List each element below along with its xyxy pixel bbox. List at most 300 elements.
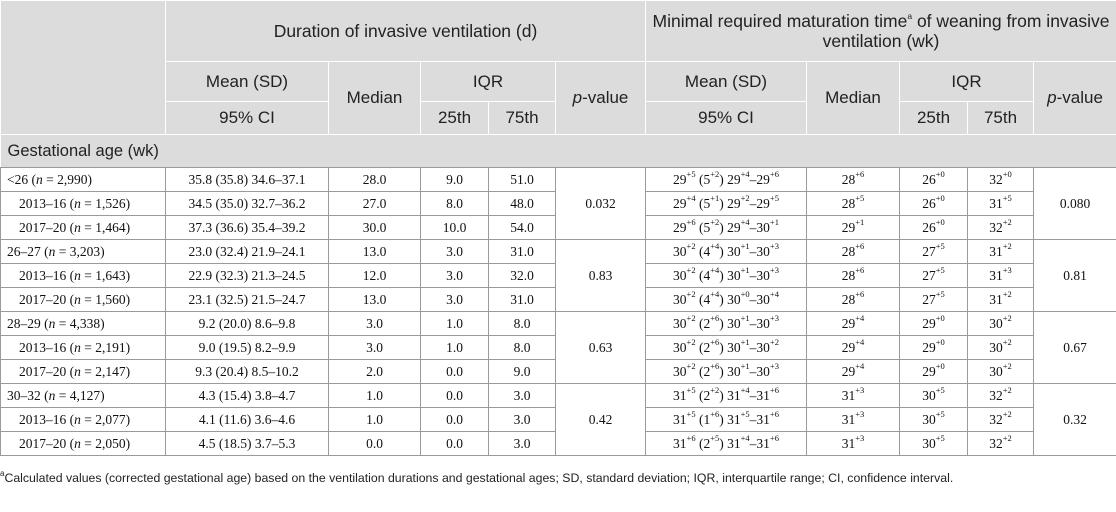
maturation-part-sup: +4 [740,169,750,179]
maturation-median-value: 31 [841,435,856,451]
maturation-part-value: 30 [756,339,770,355]
duration-q25-cell: 1.0 [421,312,489,336]
maturation-q75-cell [968,432,1034,456]
maturation-part-sup: +3 [769,241,779,251]
p-italic-2: p [1047,88,1057,107]
row-label-n: n [74,291,81,307]
row-label-post: = 2,191) [80,339,131,355]
row-label [1,192,166,216]
maturation-q75-cell [968,168,1034,192]
maturation-q25-cell [900,360,968,384]
maturation-part-value: 30 [727,339,741,355]
table-row [1,168,1116,192]
maturation-part-sep: ) [719,171,728,187]
maturation-part-sep: ) [719,219,728,235]
duration-median-cell: 1.0 [329,384,421,408]
maturation-part-value: 30 [727,243,741,259]
maturation-part-value: 31 [756,411,770,427]
maturation-median-value: 29 [841,219,856,235]
maturation-q75-value: 30 [989,363,1003,379]
maturation-q25-sup: +5 [935,241,945,251]
maturation-q25-cell [900,312,968,336]
maturation-median-sup: +6 [855,169,865,179]
maturation-part-sep: – [749,267,757,283]
row-label [1,336,166,360]
duration-median-cell: 0.0 [329,432,421,456]
maturation-median-value: 31 [841,411,856,427]
maturation-median-value: 28 [841,195,856,211]
maturation-part-sep: ( [695,243,704,259]
maturation-part-sup: +4 [740,433,750,443]
maturation-part-sup: +6 [710,361,720,371]
maturation-median-sup: +4 [855,361,865,371]
duration-q75-cell: 8.0 [489,312,556,336]
maturation-q25-value: 30 [922,387,936,403]
maturation-q75-cell [968,360,1034,384]
maturation-part-sup: +3 [769,313,779,323]
maturation-median-value: 28 [841,243,856,259]
p-rest-2: -value [1056,88,1103,107]
maturation-part-value: 30 [673,315,687,331]
maturation-part-value: 29 [673,219,687,235]
maturation-part-value: 31 [727,435,741,451]
maturation-p-value-cell: 0.32 [1034,384,1116,456]
col-mean-sd-2: Mean (SD) [646,62,807,102]
duration-mean-ci-cell: 9.3 (20.4) 8.5–10.2 [166,360,329,384]
maturation-q75-sup: +2 [1002,385,1012,395]
maturation-q25-cell [900,240,968,264]
maturation-part-sep: ( [695,339,704,355]
maturation-part-sup: +1 [740,241,750,251]
maturation-part-sup: +2 [710,169,720,179]
maturation-part-sup: +5 [686,409,696,419]
row-label-n: n [48,315,56,331]
duration-q75-cell: 31.0 [489,240,556,264]
maturation-part-sup: +1 [740,313,750,323]
col-q25-2: 25th [900,102,968,135]
maturation-median-cell [807,288,900,312]
footnote-text: Calculated values (corrected gestational age) based on the ventilation durations and gestational ages; SD, standard deviation; IQR, interquartile range; CI, confidence interval. [4,471,954,485]
duration-mean-ci-cell: 37.3 (36.6) 35.4–39.2 [166,216,329,240]
duration-median-cell: 27.0 [329,192,421,216]
maturation-part-sup: +5 [740,409,750,419]
maturation-part-sup: +0 [740,289,750,299]
row-label-pre: <26 ( [7,171,36,187]
maturation-part-value: 29 [673,171,687,187]
maturation-part-value: 4 [703,267,711,283]
maturation-median-sup: +3 [855,409,865,419]
maturation-q25-value: 26 [922,195,936,211]
maturation-q75-value: 31 [989,243,1003,259]
maturation-part-value: 5 [703,171,711,187]
duration-q75-cell: 31.0 [489,288,556,312]
row-label-post: = 2,077) [80,411,131,427]
maturation-q75-value: 32 [989,411,1003,427]
maturation-q75-sup: +2 [1002,409,1012,419]
maturation-part-sep: ) [719,339,728,355]
maturation-part-value: 2 [703,387,711,403]
maturation-part-sep: ( [695,363,704,379]
maturation-part-sep: ) [719,195,728,211]
duration-median-cell: 28.0 [329,168,421,192]
maturation-q75-sup: +2 [1002,241,1012,251]
maturation-part-value: 30 [727,315,741,331]
maturation-part-sep: – [749,363,757,379]
maturation-part-sup: +2 [740,193,750,203]
duration-p-value-cell: 0.83 [556,240,646,312]
maturation-part-sep: – [749,219,757,235]
maturation-part-sup: +2 [686,361,696,371]
maturation-q25-value: 26 [922,171,936,187]
row-label-post: = 1,560) [80,291,131,307]
maturation-part-sep: – [749,411,757,427]
duration-median-cell: 2.0 [329,360,421,384]
maturation-part-sep: ( [695,171,704,187]
duration-mean-ci-cell: 35.8 (35.8) 34.6–37.1 [166,168,329,192]
maturation-part-sep: ( [695,195,704,211]
maturation-p-value-cell: 0.67 [1034,312,1116,384]
row-label [1,264,166,288]
maturation-part-value: 30 [756,315,770,331]
row-label-post: = 1,464) [80,219,131,235]
maturation-part-sep: – [749,171,757,187]
col-q75: 75th [489,102,556,135]
duration-q75-cell: 32.0 [489,264,556,288]
maturation-q25-sup: +5 [935,289,945,299]
maturation-part-value: 30 [673,291,687,307]
row-label [1,240,166,264]
maturation-q25-cell [900,384,968,408]
col-p-value-2 [1034,62,1116,135]
maturation-part-sep: ( [695,267,704,283]
row-label [1,216,166,240]
maturation-part-value: 30 [756,363,770,379]
maturation-q75-cell [968,312,1034,336]
col-q75-2: 75th [968,102,1034,135]
maturation-median-value: 28 [841,171,856,187]
maturation-q25-value: 27 [922,243,936,259]
maturation-q25-value: 29 [922,363,936,379]
duration-mean-ci-cell: 4.1 (11.6) 3.6–4.6 [166,408,329,432]
duration-q75-cell: 9.0 [489,360,556,384]
maturation-mean-ci-cell [646,312,807,336]
duration-mean-ci-cell: 34.5 (35.0) 32.7–36.2 [166,192,329,216]
maturation-part-value: 5 [703,219,711,235]
row-label-n: n [74,435,81,451]
maturation-part-sup: +5 [769,193,779,203]
duration-q75-cell: 3.0 [489,432,556,456]
maturation-median-value: 29 [841,363,856,379]
maturation-median-cell [807,432,900,456]
maturation-mean-ci-cell [646,216,807,240]
maturation-part-value: 29 [727,171,741,187]
duration-q25-cell: 0.0 [421,408,489,432]
row-label-n: n [74,219,81,235]
maturation-median-value: 28 [841,291,856,307]
maturation-part-value: 30 [756,243,770,259]
maturation-q75-value: 30 [989,339,1003,355]
maturation-part-sep: ) [719,243,728,259]
maturation-q75-sup: +2 [1002,361,1012,371]
duration-mean-ci-cell: 23.0 (32.4) 21.9–24.1 [166,240,329,264]
duration-p-value-cell: 0.032 [556,168,646,240]
maturation-q25-sup: +0 [935,217,945,227]
maturation-q25-sup: +0 [935,313,945,323]
maturation-q75-value: 32 [989,387,1003,403]
maturation-q75-sup: +2 [1002,337,1012,347]
maturation-median-sup: +6 [855,241,865,251]
maturation-part-sup: +5 [686,385,696,395]
maturation-part-value: 30 [673,267,687,283]
col-q25: 25th [421,102,489,135]
maturation-mean-ci-cell [646,192,807,216]
maturation-header-pre: Minimal required maturation time [652,11,908,31]
row-label [1,312,166,336]
table-row [1,384,1116,408]
row-label [1,408,166,432]
row-label-pre: 2017–20 ( [19,435,75,451]
maturation-part-value: 2 [703,363,711,379]
duration-p-value-cell: 0.63 [556,312,646,384]
maturation-part-sup: +2 [686,241,696,251]
maturation-part-sep: ) [719,363,728,379]
maturation-median-cell [807,264,900,288]
maturation-mean-ci-cell [646,360,807,384]
maturation-part-sup: +2 [710,385,720,395]
row-label-pre: 2013–16 ( [19,195,75,211]
maturation-part-value: 30 [673,339,687,355]
duration-p-value-cell: 0.42 [556,384,646,456]
row-label-pre: 2017–20 ( [19,291,75,307]
duration-median-cell: 13.0 [329,288,421,312]
duration-q75-cell: 3.0 [489,408,556,432]
p-rest: -value [582,88,629,107]
maturation-part-sep: – [749,435,757,451]
duration-q25-cell: 0.0 [421,360,489,384]
maturation-q25-value: 29 [922,339,936,355]
maturation-part-sup: +4 [769,289,779,299]
maturation-part-sep: ) [719,387,728,403]
row-label-post: = 4,338) [55,315,105,331]
maturation-q25-sup: +0 [935,337,945,347]
row-label-n: n [74,339,81,355]
table-body [1,135,1116,456]
maturation-median-sup: +3 [855,385,865,395]
footnote [0,470,1112,487]
maturation-part-value: 31 [727,411,741,427]
maturation-q75-value: 31 [989,291,1003,307]
row-label-n: n [74,363,81,379]
maturation-q75-sup: +2 [1002,217,1012,227]
maturation-part-sep: ) [719,411,728,427]
row-label-post: = 4,127) [55,387,105,403]
maturation-part-value: 31 [727,387,741,403]
table-row [1,312,1116,336]
maturation-q75-value: 32 [989,219,1003,235]
maturation-part-sep: ( [695,387,704,403]
maturation-q75-cell [968,264,1034,288]
maturation-median-cell [807,216,900,240]
maturation-q75-value: 31 [989,195,1003,211]
maturation-median-sup: +4 [855,313,865,323]
maturation-part-sep: ( [695,315,704,331]
maturation-median-sup: +6 [855,265,865,275]
maturation-q75-cell [968,408,1034,432]
maturation-median-cell [807,384,900,408]
group-header-maturation [646,1,1116,62]
row-label [1,432,166,456]
maturation-part-sup: +2 [710,217,720,227]
duration-q25-cell: 3.0 [421,288,489,312]
maturation-median-cell [807,168,900,192]
maturation-part-sup: +6 [710,409,720,419]
maturation-part-sep: – [749,339,757,355]
maturation-part-value: 2 [703,315,711,331]
duration-mean-ci-cell: 9.0 (19.5) 8.2–9.9 [166,336,329,360]
duration-mean-ci-cell: 4.3 (15.4) 3.8–4.7 [166,384,329,408]
duration-median-cell: 30.0 [329,216,421,240]
maturation-part-value: 2 [703,339,711,355]
maturation-q75-sup: +5 [1002,193,1012,203]
maturation-p-value-cell: 0.81 [1034,240,1116,312]
maturation-q25-value: 27 [922,291,936,307]
maturation-part-sup: +4 [740,385,750,395]
maturation-part-sup: +2 [769,337,779,347]
maturation-part-value: 29 [727,219,741,235]
maturation-q25-sup: +0 [935,361,945,371]
duration-median-cell: 1.0 [329,408,421,432]
duration-mean-ci-cell: 23.1 (32.5) 21.5–24.7 [166,288,329,312]
maturation-part-value: 4 [703,243,711,259]
row-label-pre: 2013–16 ( [19,339,75,355]
maturation-part-sep: ( [695,291,704,307]
maturation-part-sup: +6 [769,409,779,419]
maturation-q75-value: 32 [989,435,1003,451]
maturation-part-sep: ( [695,411,704,427]
row-label-post: = 1,643) [80,267,131,283]
maturation-mean-ci-cell [646,264,807,288]
row-label-n: n [74,267,81,283]
maturation-median-cell [807,312,900,336]
row-label-post: = 2,050) [80,435,131,451]
maturation-median-cell [807,192,900,216]
maturation-part-value: 30 [756,267,770,283]
maturation-part-value: 30 [673,363,687,379]
maturation-part-sup: +1 [769,217,779,227]
maturation-part-value: 31 [673,411,687,427]
maturation-mean-ci-cell [646,168,807,192]
maturation-q75-value: 32 [989,171,1003,187]
maturation-q25-sup: +5 [935,385,945,395]
maturation-part-sep: ) [719,435,728,451]
maturation-q25-value: 27 [922,267,936,283]
row-label [1,360,166,384]
maturation-part-sep: ) [719,267,728,283]
maturation-median-sup: +1 [855,217,865,227]
duration-mean-ci-cell: 9.2 (20.0) 8.6–9.8 [166,312,329,336]
footnote-sup: a [0,468,5,478]
maturation-part-sep: ) [719,291,728,307]
maturation-median-value: 29 [841,339,856,355]
maturation-q25-cell [900,264,968,288]
col-median: Median [329,62,421,135]
duration-mean-ci-cell: 4.5 (18.5) 3.7–5.3 [166,432,329,456]
maturation-part-value: 2 [703,435,711,451]
maturation-q75-sup: +2 [1002,289,1012,299]
p-italic: p [572,88,583,107]
row-label-pre: 2013–16 ( [19,411,75,427]
maturation-part-value: 5 [703,195,711,211]
maturation-q75-cell [968,336,1034,360]
row-label [1,384,166,408]
maturation-p-value-cell: 0.080 [1034,168,1116,240]
maturation-part-sup: +3 [769,361,779,371]
row-label-n: n [74,195,81,211]
maturation-q25-cell [900,432,968,456]
maturation-median-cell [807,240,900,264]
row-label-post: = 2,990) [42,171,92,187]
maturation-part-value: 30 [727,363,741,379]
maturation-part-value: 29 [673,195,687,211]
maturation-q25-value: 29 [922,315,936,331]
maturation-part-sup: +5 [686,169,696,179]
maturation-q25-sup: +5 [935,433,945,443]
duration-q25-cell: 10.0 [421,216,489,240]
maturation-part-sup: +4 [710,241,720,251]
maturation-mean-ci-cell [646,384,807,408]
maturation-part-value: 29 [727,195,741,211]
maturation-part-value: 30 [727,291,741,307]
duration-median-cell: 3.0 [329,312,421,336]
maturation-part-sup: +2 [686,337,696,347]
row-label-post: = 3,203) [55,243,105,259]
maturation-q25-cell [900,192,968,216]
maturation-mean-ci-cell [646,240,807,264]
maturation-part-value: 29 [756,195,770,211]
maturation-mean-ci-cell [646,336,807,360]
maturation-part-value: 31 [756,387,770,403]
maturation-part-value: 31 [673,387,687,403]
maturation-part-sup: +4 [710,265,720,275]
maturation-part-value: 1 [703,411,711,427]
col-ci-2: 95% CI [646,102,807,135]
maturation-part-value: 31 [673,435,687,451]
duration-q25-cell: 0.0 [421,384,489,408]
maturation-part-sep: – [749,387,757,403]
maturation-part-sup: +2 [686,313,696,323]
maturation-part-sep: – [749,243,757,259]
maturation-part-sup: +4 [740,217,750,227]
maturation-q75-sup: +0 [1002,169,1012,179]
maturation-part-sup: +6 [769,433,779,443]
maturation-q75-sup: +3 [1002,265,1012,275]
duration-q75-cell: 3.0 [489,384,556,408]
row-label-n: n [48,243,56,259]
maturation-header-post: of weaning from invasive ventilation (wk) [822,11,1110,51]
group-header-duration: Duration of invasive ventilation (d) [166,1,646,62]
maturation-part-sup: +6 [686,217,696,227]
maturation-part-sep: ( [695,435,704,451]
maturation-part-sep: – [749,315,757,331]
footnote-marker: a [907,11,913,22]
col-iqr: IQR [421,62,556,102]
maturation-part-sup: +5 [710,433,720,443]
maturation-part-sep: ) [719,315,728,331]
table-row [1,240,1116,264]
maturation-q25-value: 26 [922,219,936,235]
duration-q25-cell: 3.0 [421,240,489,264]
maturation-part-sup: +6 [710,337,720,347]
